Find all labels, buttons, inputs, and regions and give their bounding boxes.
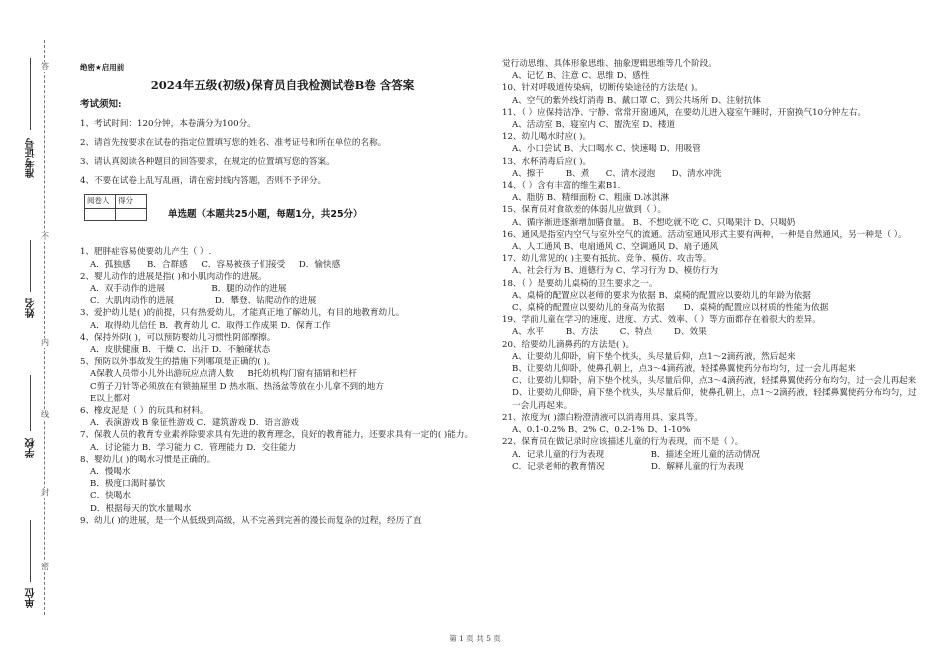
question-options[interactable]: B、让要幼儿仰卧，使鼻孔朝上，点3～4滴药液，轻揉鼻翼使药分布均匀，过一会儿再起来 [512,364,856,375]
question-item [502,82,922,106]
exam-title: 2024年五级(初级)保育员自我检测试卷B卷 含答案 [150,78,415,93]
question-options[interactable]: A．表演游戏 B 象征性游戏 C．建筑游戏 D．语言游戏 [90,418,299,429]
notice-item: 4、不要在试卷上乱写乱画，请在密封线内答题，否则不予评分。 [80,176,327,187]
secret-mark: 绝密★启用前 [80,63,125,72]
question-item [502,229,922,253]
question-options[interactable]: A．取得幼儿信任 B．教育幼儿 C．取得工作成果 D．保育工作 [90,320,331,331]
right-column [502,58,922,473]
question-options[interactable]: A．皮肤健康 B．干燥 C．出汗 D．不触碰状态 [90,345,271,356]
question-options[interactable]: A．双手动作的进展 B．腿的动作的进展 [90,284,287,295]
question-options[interactable]: E以上都对 [90,393,131,404]
seal-char: 封 [41,488,49,497]
seal-char: 不 [41,232,49,241]
question-stem: 6、橡皮泥是（ ）的玩具和材料。 [80,406,209,417]
question-item [502,253,922,277]
question-item [80,246,485,270]
question-options[interactable]: A、脂肪 B、精细面粉 C、粗康 D.冰淇淋 [512,193,669,204]
question-options[interactable]: A．讨论能力 B．学习能力 C．管理能力 D．交往能力 [90,442,297,453]
seal-char: 内 [41,338,49,347]
question-item [80,405,485,429]
question-item [502,131,922,155]
question-options[interactable]: A．慢喝水 [90,467,131,478]
notice-item: 3、请认真阅读各种题目的回答要求，在规定的位置填写您的答案。 [80,157,335,168]
question-stem: 18、（ ）是要幼儿桌椅的卫生要求之一。 [502,278,658,289]
notice-item: 1、考试时间：120分钟，本卷满分为100分。 [80,118,256,129]
question-stem: 22、保育员在做记录时应该描述儿童的行为表现，而不是（ ）。 [502,437,744,448]
question-item [502,339,922,412]
unit-line [30,520,31,582]
grader-cell[interactable] [85,208,116,220]
question-options[interactable]: A、循序渐进逐渐增加膳食量。 B、不想吃就不吃 C、只喝果汁 D、只喝奶 [512,217,796,228]
school-line [30,375,31,431]
question-item [502,412,922,436]
section-heading: 单选题（本题共25小题，每题1分，共25分） [168,209,363,221]
question-options[interactable]: B．极度口渴时暴饮 [90,479,166,490]
left-question-list [80,246,485,527]
question-stem: 11、（ ）应保持洁净、宁静、常常开窗通风，在要幼儿进入寝室午睡时，开窗换气10分钟左右。 [502,107,867,118]
question-stem: 1、肥胖症容易使要幼儿产生（ ）. [80,247,212,258]
question-item [80,332,485,356]
question-options[interactable]: C、桌椅的配置应以要幼儿的身高为依据 D、桌椅的配置应以材质的性能为依据 [512,303,829,314]
question-stem: 8、婴幼儿( )的喝水习惯是正确的。 [80,454,216,465]
question-item [502,314,922,338]
question-options[interactable]: A、擦干 B、煮 C、清水浸泡 D、清水冲洗 [512,168,722,179]
question-options[interactable]: A、水平 B、方法 C、特点 D、效果 [512,327,707,338]
notice-item: 2、请首先按要求在试卷的指定位置填写您的姓名、准考证号和所在单位的名称。 [80,137,387,148]
question-stem: 觉行动思维、具体形象思维、抽象逻辑思维等几个阶段。 [502,59,717,69]
seal-char: 密 [41,562,49,571]
question-stem: 5、预防以外事故发生的措施下列哪项是正确的( )。 [80,357,276,368]
question-stem: 17、幼儿常见的( )主要有抵抗、竞争、模仿、攻击等。 [502,254,712,265]
question-item [502,156,922,180]
question-item [502,58,922,82]
question-options[interactable]: A、记忆 B、注意 C、思维 D、感性 [512,71,650,82]
page-footer: 第 1 页 共 5 页 [449,634,501,643]
seal-char: 线 [41,410,49,419]
question-options[interactable]: A、让要幼儿仰卧，肩下垫个枕头，头尽量后仰，点1～2滴药液，然后起来 [512,351,796,362]
question-options[interactable]: C．快喝水 [90,491,131,502]
question-stem: 14、（ ）含有丰富的维生素B1. [502,181,621,192]
question-item [80,356,485,405]
question-stem: 3、爱护幼儿是( )的前提，只有热爱幼儿，才能真正地了解幼儿，有目的地教育幼儿。 [80,308,405,319]
question-stem: 10、针对呼吸道传染病，切断传染途径的方法是( )。 [502,83,703,94]
question-options[interactable]: C、让要幼儿仰卧，肩下垫个枕头，头尽量后仰，点3～4滴药液，轻揉鼻翼使药分布均匀，过一会儿再起来 [512,376,917,387]
left-column [80,62,485,527]
question-options[interactable]: C．大肌肉动作的进展 D．攀登、钻爬动作的进展 [90,296,317,307]
question-stem: 13、水杯消毒后应( )。 [502,156,592,167]
name-line [30,240,31,292]
question-item [80,307,485,331]
question-stem: 20、给要幼儿滴鼻药的方法是( )。 [502,339,635,350]
question-item [80,515,485,527]
question-options[interactable]: A、0.1-0.2% B、2% C、0.2-1% D、1-10% [512,425,691,436]
seal-dashed-line [44,40,45,615]
question-options[interactable]: D、让要幼儿仰卧，肩下垫个枕头，头尽量后仰，使鼻孔朝上，点1～2滴药液，轻揉鼻翼使药分布均匀，过一会儿再起来。 [512,388,917,411]
question-stem: 15、保育员对食欲差的体弱儿应做到（ ）。 [502,205,667,216]
question-stem: 2、婴儿动作的进展是指( )和小肌肉动作的进展。 [80,271,267,282]
question-stem: 21、浓度为( )漂白粉澄清液可以消毒用具、家具等。 [502,412,703,423]
question-options[interactable]: D．根据每天的饮水量喝水 [90,503,192,514]
question-options[interactable]: A．孤独感 B．合群感 C．容易被孩子们接受 D．愉快感 [90,259,341,270]
question-stem: 9、幼儿( )的进展，是一个从低级到高级，从不完善到完善的漫长而复杂的过程，经历了直 [80,515,422,526]
question-item [502,204,922,228]
unit-label: 单位 [26,588,37,608]
score-table [84,194,147,220]
question-options[interactable]: A保教人员带小儿外出游玩应点清人数 B托幼机构门窗有插销和栏杆 [90,369,357,380]
name-label: 姓名 [26,298,37,318]
question-item [502,107,922,131]
question-options[interactable]: C剪子刀针等必须放在有锁抽屉里 D 热水瓶、热汤盆等放在小儿拿不到的地方 [90,381,384,392]
right-question-list [502,58,922,473]
score-cell[interactable] [116,208,147,220]
score-label: 得分 [116,195,147,208]
question-stem: 4、保持外阴( )，可以预防婴幼儿习惯性阴部摩擦。 [80,332,276,343]
question-options[interactable]: C．记录老师的教育情况 D．解释儿童的行为表现 [512,461,744,472]
question-options[interactable]: A、人工通风 B、电扇通风 C、空调通风 D、扇子通风 [512,242,719,253]
question-item [502,436,922,473]
exam-number-line [30,58,31,130]
seal-char: 答 [41,62,49,71]
question-options[interactable]: A、空气的紫外线灯消毒 B、戴口罩 C、到公共场所 D、注射抗体 [512,95,762,106]
question-item [80,454,485,515]
score-area [80,194,485,224]
question-item [502,180,922,204]
question-options[interactable]: A、小口尝试 B、大口喝水 C、快速喝 D、用吸管 [512,144,701,155]
question-options[interactable]: A．记录儿童的行为表现 B．描述全班儿童的活动情况 [512,449,761,460]
question-item [80,271,485,308]
question-options[interactable]: A、社会行为 B、道德行为 C、学习行为 D、模仿行为 [512,266,719,277]
grader-label: 阅卷人 [85,195,116,208]
question-item [502,278,922,315]
exam-number-label: 准考证号 [26,138,37,178]
question-stem: 19、学前儿童在学习的速度、进度、方式、效率、（ ）等方面都存在着很大的差异。 [502,315,821,326]
question-stem: 16、通风是指室内空气与室外空气的流通。活动室通风形式主要有两种，一种是自然通风，另一种是（ ）。 [502,229,907,240]
binding-strip [0,0,70,671]
notice-heading: 考试须知: [80,99,122,111]
question-options[interactable]: A、桌椅的配置应以老师的要求为依据 B、桌椅的配置应以要幼儿的年龄为依据 [512,290,811,301]
school-label: 学校 [26,438,37,458]
question-item [80,429,485,453]
question-options[interactable]: A、活动室 B、寝室内 C、盥洗室 D、楼道 [512,120,676,131]
question-stem: 12、幼儿喝水时应( )。 [502,132,592,143]
question-stem: 7、保教人员的教育专业素养除要求具有先进的教育理念，良好的教育能力，还要求具有一定的( )能力。 [80,430,474,441]
